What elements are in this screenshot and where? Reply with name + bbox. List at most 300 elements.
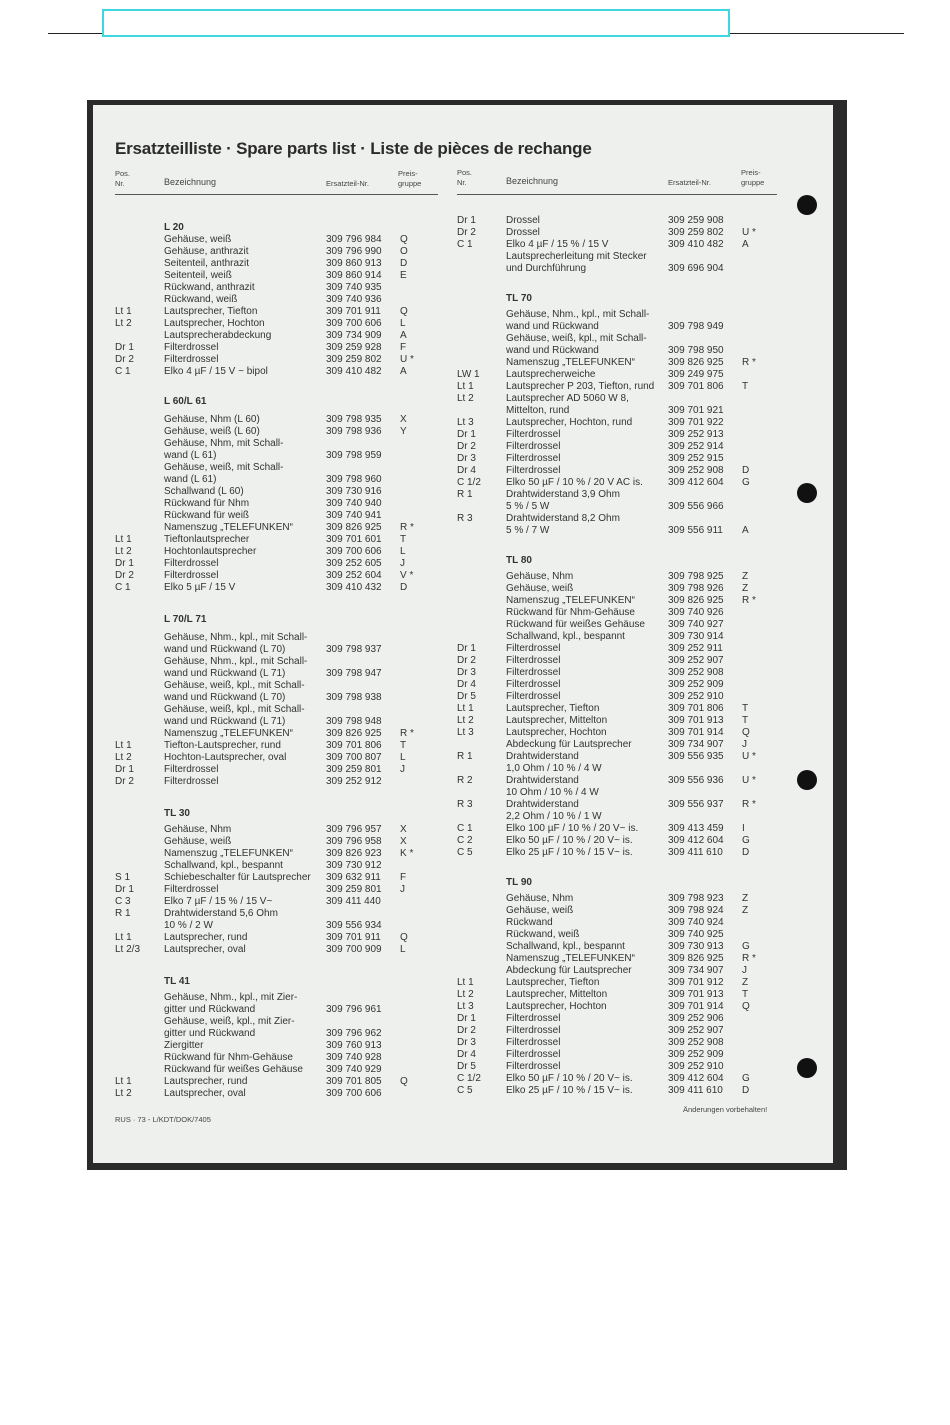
part-number: 309 701 911: [326, 306, 381, 317]
part-number: 309 740 935: [326, 282, 382, 293]
part-row: [457, 513, 787, 525]
part-row: [115, 692, 445, 704]
part-number: 309 252 910: [668, 1061, 724, 1072]
section-title: L 60/L 61: [164, 396, 207, 407]
price-group: J: [742, 739, 747, 750]
price-group: J: [400, 884, 405, 895]
part-row: [115, 1040, 445, 1052]
part-row: [115, 860, 445, 872]
pos-number: Dr 1: [457, 1013, 476, 1024]
part-description: wand und Rückwand (L 70): [164, 692, 286, 703]
part-number: 309 252 604: [326, 570, 382, 581]
part-row: [457, 263, 787, 275]
part-number: 309 701 922: [668, 417, 724, 428]
part-description: 10 Ohm / 10 % / 4 W: [506, 787, 599, 798]
part-number: 309 740 928: [326, 1052, 382, 1063]
part-row: [457, 667, 787, 679]
price-group: L: [400, 318, 406, 329]
part-description: Filterdrossel: [164, 342, 219, 353]
part-description: Rückwand für weißes Gehäuse: [506, 619, 645, 630]
price-group: D: [742, 1085, 750, 1096]
part-description: Lautsprecher, Hochton: [164, 318, 265, 329]
part-description: Filterdrossel: [506, 1013, 561, 1024]
punch-hole: [797, 770, 817, 790]
part-row: [115, 872, 445, 884]
part-description: Lautsprecher, Tiefton: [164, 306, 258, 317]
price-group: R *: [742, 953, 756, 964]
header-nr-right: Ersatzteil-Nr.: [668, 178, 711, 187]
part-row: [457, 739, 787, 751]
header-nr-left: Ersatzteil-Nr.: [326, 179, 369, 188]
part-row: [457, 215, 787, 227]
part-description: Filterdrossel: [164, 884, 219, 895]
price-group: T: [742, 703, 749, 714]
part-number: 309 796 958: [326, 836, 382, 847]
part-description: gitter und Rückwand: [164, 1004, 256, 1015]
part-row: [457, 465, 787, 477]
part-description: Ziergitter: [164, 1040, 204, 1051]
part-description: Gehäuse, Nhm., kpl., mit Schall-: [506, 309, 650, 320]
part-description: Filterdrossel: [164, 354, 219, 365]
part-number: 309 740 929: [326, 1064, 382, 1075]
pos-number: S 1: [115, 872, 131, 883]
part-number: 309 259 802: [668, 227, 724, 238]
part-number: 309 252 907: [668, 1025, 724, 1036]
part-number: 309 798 936: [326, 426, 382, 437]
section-title: TL 30: [164, 808, 190, 819]
price-group: R *: [742, 799, 756, 810]
price-group: U *: [400, 354, 414, 365]
section-heading: [115, 396, 445, 408]
section-heading: [115, 614, 445, 626]
part-description: Filterdrossel: [164, 776, 219, 787]
price-group: E: [400, 270, 407, 281]
part-description: Filterdrossel: [164, 570, 219, 581]
part-row: [115, 234, 445, 246]
section-heading: [115, 976, 445, 988]
part-description: Seitenteil, weiß: [164, 270, 232, 281]
part-number: 309 798 935: [326, 414, 382, 425]
price-group: Q: [400, 234, 408, 245]
part-number: 309 760 913: [326, 1040, 382, 1051]
price-group: U *: [742, 751, 756, 762]
pos-number: Dr 2: [115, 354, 134, 365]
price-group: T: [742, 381, 749, 392]
part-description: Filterdrossel: [164, 764, 219, 775]
pos-number: Lt 2: [115, 318, 132, 329]
part-row: [457, 441, 787, 453]
part-row: [115, 1052, 445, 1064]
part-description: Lautsprecher, Tiefton: [506, 703, 600, 714]
part-description: Filterdrossel: [506, 1061, 561, 1072]
part-row: [115, 330, 445, 342]
pos-number: Lt 1: [457, 977, 474, 988]
price-group: Q: [742, 727, 750, 738]
part-row: [115, 944, 445, 956]
pos-number: Dr 3: [457, 667, 476, 678]
section-heading: [457, 293, 787, 305]
price-group: Z: [742, 583, 749, 594]
part-row: [457, 787, 787, 799]
price-group: D: [742, 847, 750, 858]
part-description: Gehäuse, Nhm, mit Schall-: [164, 438, 284, 449]
pos-number: Lt 2: [457, 715, 474, 726]
pos-number: Dr 1: [457, 643, 476, 654]
part-description: Filterdrossel: [506, 465, 561, 476]
part-row: [457, 655, 787, 667]
pos-number: Lt 2: [115, 1088, 132, 1099]
part-description: Gehäuse, Nhm., kpl., mit Schall-: [164, 656, 308, 667]
price-group: F: [400, 872, 407, 883]
pos-number: C 1: [115, 582, 131, 593]
part-description: Tiefton-Lautsprecher, rund: [164, 740, 281, 751]
part-description: Filterdrossel: [506, 1025, 561, 1036]
pos-number: Lt 2: [457, 393, 474, 404]
part-description: Elko 25 µF / 10 % / 15 V~ is.: [506, 847, 633, 858]
part-row: [115, 294, 445, 306]
part-description: Schallwand, kpl., bespannt: [506, 941, 625, 952]
punch-hole: [797, 195, 817, 215]
part-description: Namenszug „TELEFUNKEN“: [164, 728, 293, 739]
part-number: 309 701 601: [326, 534, 382, 545]
part-row: [115, 534, 445, 546]
part-description: Drossel: [506, 227, 540, 238]
price-group: Z: [742, 893, 749, 904]
pos-number: C 5: [457, 847, 473, 858]
part-description: Schallwand (L 60): [164, 486, 244, 497]
pos-number: Dr 5: [457, 1061, 476, 1072]
part-description: 5 % / 7 W: [506, 525, 550, 536]
part-row: [457, 763, 787, 775]
part-number: 309 252 605: [326, 558, 382, 569]
part-description: Lautsprecherweiche: [506, 369, 596, 380]
pos-number: R 2: [457, 775, 473, 786]
part-number: 309 632 911: [326, 872, 381, 883]
part-description: Drahtwiderstand 5,6 Ohm: [164, 908, 278, 919]
part-description: Filterdrossel: [506, 1049, 561, 1060]
part-description: Filterdrossel: [506, 691, 561, 702]
part-row: [457, 905, 787, 917]
pos-number: Dr 1: [457, 215, 476, 226]
punch-hole: [797, 1058, 817, 1078]
part-row: [115, 632, 445, 644]
pos-number: Dr 3: [457, 453, 476, 464]
part-row: [457, 1001, 787, 1013]
part-row: [115, 582, 445, 594]
part-description: Elko 7 µF / 15 % / 15 V~: [164, 896, 273, 907]
part-number: 309 701 914: [668, 727, 724, 738]
part-description: Rückwand, weiß: [164, 294, 238, 305]
part-number: 309 413 459: [668, 823, 724, 834]
part-description: Elko 50 µF / 10 % / 20 V~ is.: [506, 1073, 633, 1084]
part-description: wand (L 61): [164, 474, 217, 485]
part-row: [115, 306, 445, 318]
part-description: gitter und Rückwand: [164, 1028, 256, 1039]
price-group: X: [400, 824, 407, 835]
pos-number: Lt 1: [457, 703, 474, 714]
part-row: [115, 522, 445, 534]
price-group: J: [400, 558, 405, 569]
part-row: [457, 823, 787, 835]
part-description: Lautsprecher AD 5060 W 8,: [506, 393, 629, 404]
price-group: O: [400, 246, 408, 257]
pos-number: C 1: [115, 366, 131, 377]
part-row: [115, 656, 445, 668]
pos-number: C 3: [115, 896, 131, 907]
price-group: R *: [742, 595, 756, 606]
part-row: [115, 342, 445, 354]
part-number: 309 252 912: [326, 776, 382, 787]
scanned-page: [87, 100, 847, 1170]
part-description: Schallwand, kpl., bespannt: [506, 631, 625, 642]
part-row: [457, 321, 787, 333]
pos-number: C 1/2: [457, 477, 481, 488]
section-heading: [115, 808, 445, 820]
part-description: wand und Rückwand (L 71): [164, 716, 286, 727]
part-row: [457, 703, 787, 715]
part-number: 309 730 916: [326, 486, 382, 497]
part-description: 2,2 Ohm / 10 % / 1 W: [506, 811, 602, 822]
part-description: Rückwand für Nhm-Gehäuse: [506, 607, 635, 618]
price-group: Q: [742, 1001, 750, 1012]
part-row: [457, 369, 787, 381]
part-number: 309 798 948: [326, 716, 382, 727]
pos-number: Dr 4: [457, 679, 476, 690]
part-description: Elko 5 µF / 15 V: [164, 582, 236, 593]
part-description: Gehäuse, weiß: [164, 836, 232, 847]
part-number: 309 701 806: [668, 703, 724, 714]
part-description: Filterdrossel: [506, 679, 561, 690]
pos-number: Lt 1: [115, 932, 132, 943]
part-row: [457, 715, 787, 727]
part-row: [115, 1064, 445, 1076]
price-group: I: [742, 823, 745, 834]
part-number: 309 798 926: [668, 583, 724, 594]
price-group: L: [400, 546, 406, 557]
pos-number: R 1: [457, 489, 473, 500]
part-number: 309 259 802: [326, 354, 382, 365]
pos-number: Dr 2: [115, 776, 134, 787]
part-row: [115, 546, 445, 558]
part-description: wand und Rückwand (L 71): [164, 668, 286, 679]
part-row: [115, 558, 445, 570]
pos-number: C 1: [457, 823, 473, 834]
part-description: Gehäuse, weiß (L 60): [164, 426, 260, 437]
part-number: 309 252 909: [668, 1049, 724, 1060]
part-number: 309 696 904: [668, 263, 724, 274]
part-row: [457, 893, 787, 905]
part-description: Rückwand für Nhm-Gehäuse: [164, 1052, 293, 1063]
part-description: Drahtwiderstand: [506, 799, 579, 810]
pos-number: Lt 3: [457, 727, 474, 738]
price-group: U *: [742, 775, 756, 786]
header-pos-left: Pos. Nr.: [115, 169, 131, 188]
part-row: [115, 764, 445, 776]
pos-number: Lt 3: [457, 417, 474, 428]
part-description: Drahtwiderstand: [506, 775, 579, 786]
part-row: [115, 1076, 445, 1088]
part-number: 309 700 606: [326, 318, 382, 329]
part-description: Lautsprecher, rund: [164, 1076, 248, 1087]
part-number: 309 700 606: [326, 546, 382, 557]
part-number: 309 556 935: [668, 751, 724, 762]
price-group: Z: [742, 977, 749, 988]
part-row: [457, 595, 787, 607]
part-number: 309 798 924: [668, 905, 724, 916]
part-row: [457, 489, 787, 501]
part-row: [115, 498, 445, 510]
part-description: wand und Rückwand (L 70): [164, 644, 286, 655]
pos-number: Dr 2: [457, 1025, 476, 1036]
punch-hole: [797, 483, 817, 503]
pos-number: R 1: [115, 908, 131, 919]
part-row: [115, 644, 445, 656]
part-row: [457, 953, 787, 965]
price-group: G: [742, 835, 750, 846]
part-row: [457, 1085, 787, 1097]
part-row: [457, 583, 787, 595]
part-description: Elko 100 µF / 10 % / 20 V~ is.: [506, 823, 639, 834]
part-number: 309 798 923: [668, 893, 724, 904]
part-description: und Durchführung: [506, 263, 587, 274]
part-row: [457, 429, 787, 441]
part-description: Gehäuse, weiß, kpl., mit Zier-: [164, 1016, 295, 1027]
part-row: [115, 836, 445, 848]
part-description: 5 % / 5 W: [506, 501, 550, 512]
section-title: TL 90: [506, 877, 532, 888]
part-row: [115, 486, 445, 498]
part-description: Namenszug „TELEFUNKEN“: [164, 522, 293, 533]
part-row: [115, 776, 445, 788]
price-group: L: [400, 944, 406, 955]
part-row: [457, 381, 787, 393]
part-number: 309 798 937: [326, 644, 382, 655]
part-description: Gehäuse, weiß: [506, 905, 574, 916]
part-description: Namenszug „TELEFUNKEN“: [506, 595, 635, 606]
part-description: Rückwand, weiß: [506, 929, 580, 940]
part-row: [457, 775, 787, 787]
part-row: [457, 847, 787, 859]
pos-number: Dr 3: [457, 1037, 476, 1048]
part-row: [457, 571, 787, 583]
part-number: 309 252 909: [668, 679, 724, 690]
part-description: Abdeckung für Lautsprecher: [506, 739, 632, 750]
part-row: [115, 908, 445, 920]
part-description: Gehäuse, weiß: [506, 583, 574, 594]
price-group: V *: [400, 570, 414, 581]
part-description: Gehäuse, anthrazit: [164, 246, 249, 257]
price-group: J: [400, 764, 405, 775]
part-number: 309 796 961: [326, 1004, 382, 1015]
part-row: [457, 1013, 787, 1025]
part-number: 309 740 927: [668, 619, 724, 630]
part-number: 309 701 921: [668, 405, 724, 416]
part-row: [457, 917, 787, 929]
price-group: D: [742, 465, 750, 476]
pos-number: Dr 4: [457, 1049, 476, 1060]
part-row: [115, 1004, 445, 1016]
price-group: R *: [400, 522, 414, 533]
price-group: Q: [400, 1076, 408, 1087]
pos-number: Dr 4: [457, 465, 476, 476]
part-number: 309 700 909: [326, 944, 382, 955]
header-rule-right: [457, 194, 777, 195]
part-row: [115, 270, 445, 282]
part-number: 309 701 912: [668, 977, 724, 988]
part-number: 309 556 937: [668, 799, 724, 810]
pos-number: Lt 1: [115, 740, 132, 751]
part-description: Elko 50 µF / 10 % / 20 V AC is.: [506, 477, 643, 488]
part-number: 309 730 914: [668, 631, 724, 642]
price-group: Z: [742, 905, 749, 916]
part-row: [457, 477, 787, 489]
section-heading: [457, 555, 787, 567]
pos-number: Dr 1: [115, 342, 134, 353]
pos-number: Dr 2: [457, 441, 476, 452]
part-number: 309 259 928: [326, 342, 382, 353]
price-group: Q: [400, 306, 408, 317]
part-description: Namenszug „TELEFUNKEN“: [164, 848, 293, 859]
part-number: 309 798 947: [326, 668, 382, 679]
part-row: [115, 884, 445, 896]
part-description: Filterdrossel: [506, 453, 561, 464]
part-row: [115, 258, 445, 270]
part-row: [457, 405, 787, 417]
header-pos-right: Pos. Nr.: [457, 168, 473, 187]
part-description: Mittelton, rund: [506, 405, 570, 416]
part-row: [115, 474, 445, 486]
part-description: Lautsprecher, rund: [164, 932, 248, 943]
part-row: [457, 977, 787, 989]
part-number: 309 252 911: [668, 643, 723, 654]
part-number: 309 556 936: [668, 775, 724, 786]
section-title: TL 41: [164, 976, 190, 987]
part-row: [457, 941, 787, 953]
part-number: 309 412 604: [668, 835, 724, 846]
part-row: [457, 1073, 787, 1085]
part-row: [115, 414, 445, 426]
highlight-box: [102, 9, 730, 37]
part-row: [115, 740, 445, 752]
part-row: [457, 631, 787, 643]
part-description: 10 % / 2 W: [164, 920, 213, 931]
part-number: 309 730 912: [326, 860, 382, 871]
part-number: 309 259 908: [668, 215, 724, 226]
part-row: [115, 510, 445, 522]
part-number: 309 259 801: [326, 884, 382, 895]
part-number: 309 796 962: [326, 1028, 382, 1039]
part-number: 309 798 950: [668, 345, 724, 356]
price-group: G: [742, 941, 750, 952]
part-description: Lautsprecherleitung mit Stecker: [506, 251, 647, 262]
part-row: [457, 453, 787, 465]
part-description: Namenszug „TELEFUNKEN“: [506, 357, 635, 368]
part-row: [115, 704, 445, 716]
pos-number: Dr 2: [115, 570, 134, 581]
price-group: Y: [400, 426, 407, 437]
part-description: Elko 25 µF / 10 % / 15 V~ is.: [506, 1085, 633, 1096]
part-row: [115, 366, 445, 378]
part-description: Lautsprecher, Hochton: [506, 1001, 607, 1012]
part-row: [457, 1049, 787, 1061]
part-row: [115, 680, 445, 692]
part-number: 309 701 805: [326, 1076, 382, 1087]
part-number: 309 798 959: [326, 450, 382, 461]
part-row: [115, 1088, 445, 1100]
part-number: 309 860 913: [326, 258, 382, 269]
part-row: [115, 318, 445, 330]
pos-number: Dr 1: [115, 884, 134, 895]
